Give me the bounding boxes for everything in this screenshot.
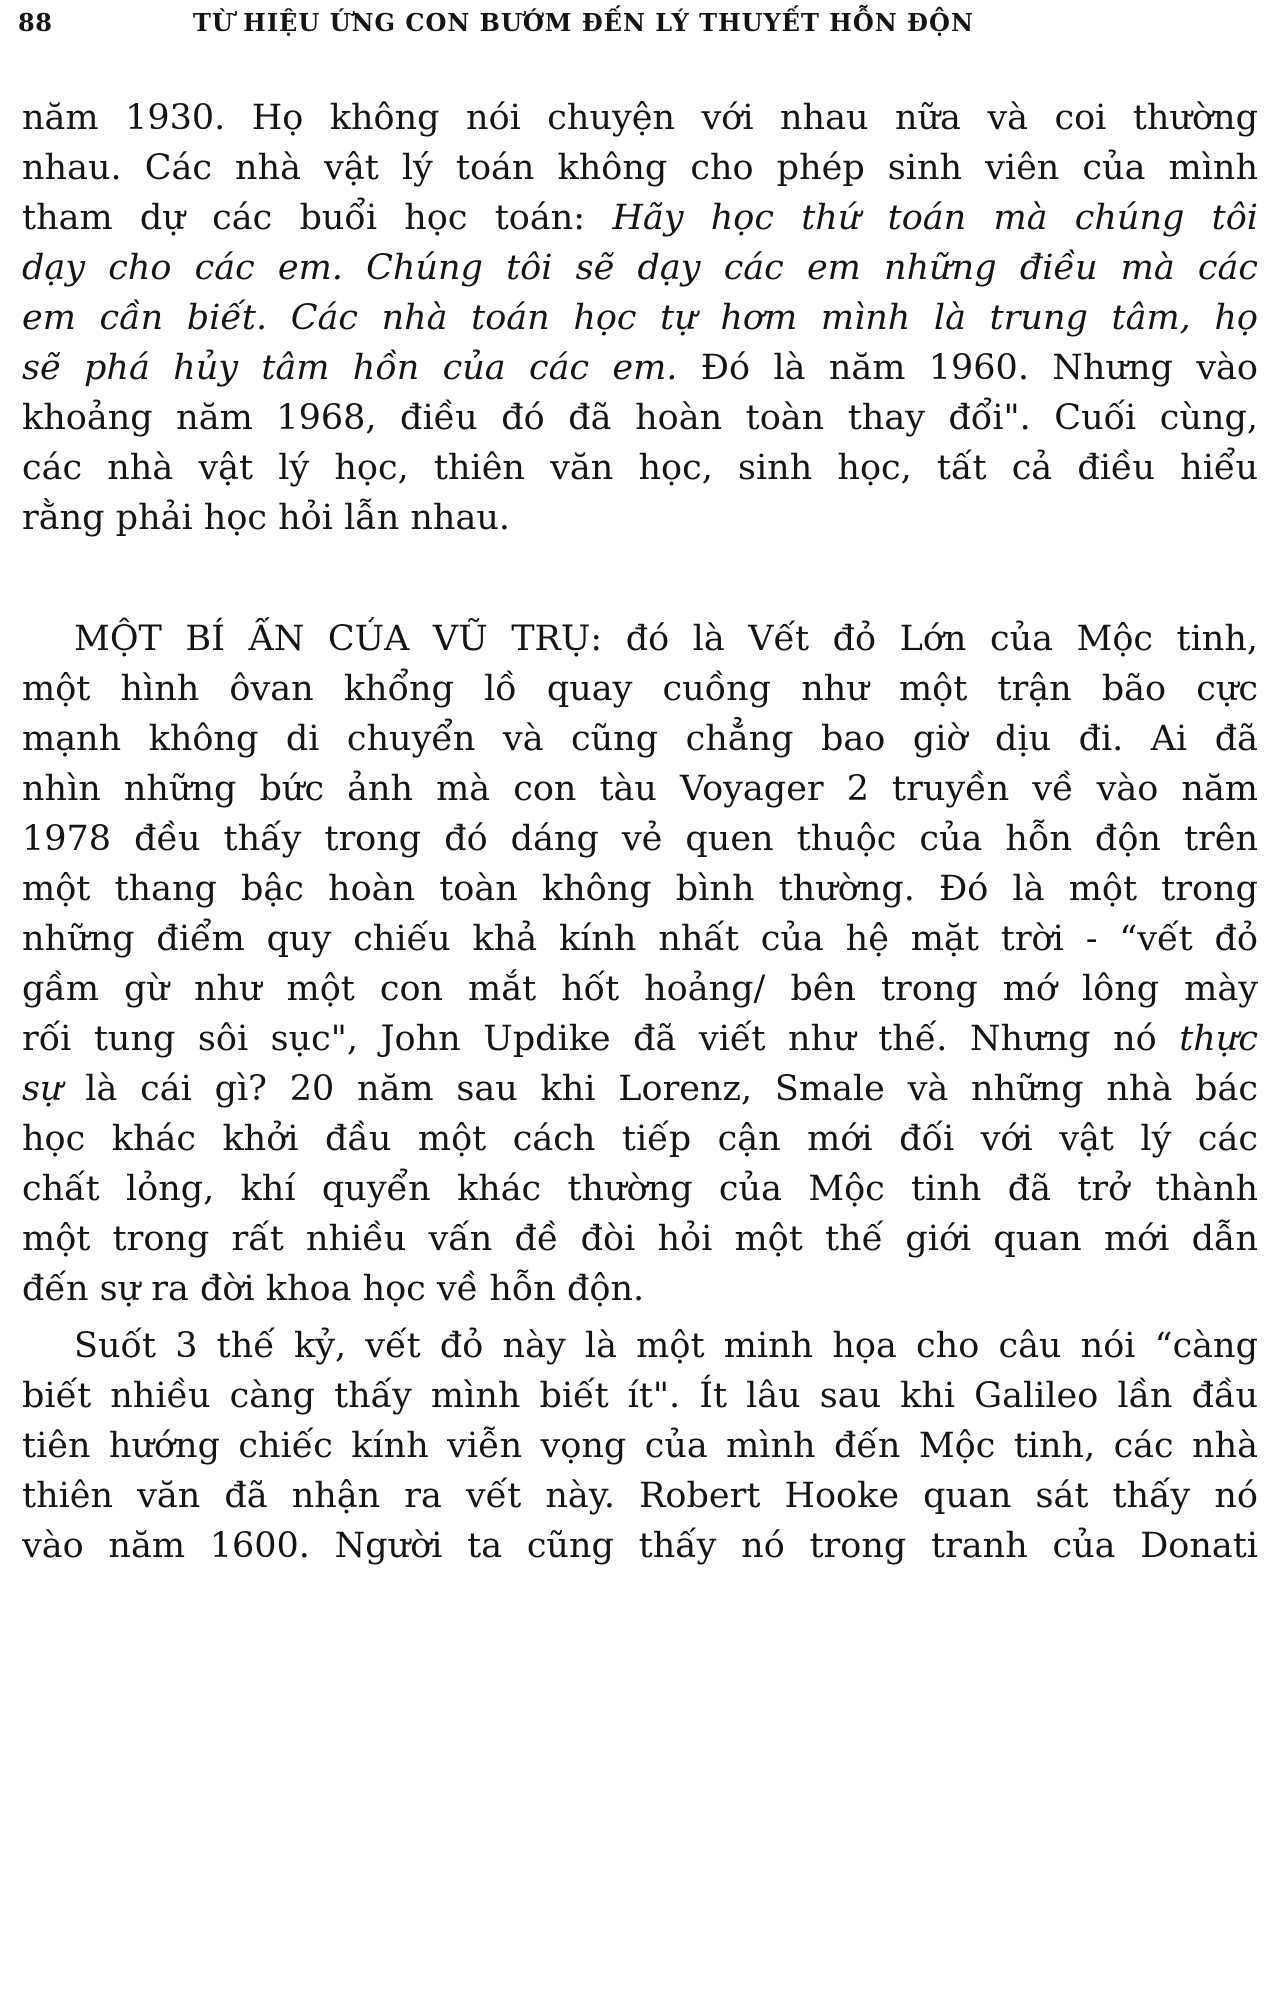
text-span: Đó là năm 1960. Nhưng vào: [700, 348, 1258, 388]
text-line: [22, 1067, 1258, 1111]
text-line: rằng phải học hỏi lẫn nhau.: [22, 498, 511, 538]
text-span: là cái gì? 20 năm sau khi Lorenz, Smale và những nhà bác: [85, 1069, 1258, 1109]
text-line: một thang bậc hoàn toàn không bình thường. Đó là một trong: [22, 869, 1258, 909]
text-line: gầm gừ như một con mắt hốt hoảng/ bên trong mớ lông mày: [22, 969, 1258, 1009]
text-line: tiên hướng chiếc kính viễn vọng của mình đến Mộc tinh, các nhà: [22, 1426, 1258, 1466]
text-line: nhìn những bức ảnh mà con tàu Voyager 2 truyền về vào năm: [22, 769, 1258, 809]
text-line: chất lỏng, khí quyển khác thường của Mộc tinh đã trở thành: [22, 1169, 1258, 1209]
italic-word: sự: [22, 1069, 63, 1109]
text-line: nhau. Các nhà vật lý toán không cho phép sinh viên của mình: [22, 148, 1258, 188]
italic-word: thực: [1179, 1019, 1258, 1059]
text-line: biết nhiều càng thấy mình biết ít". Ít lâu sau khi Galileo lần đầu: [22, 1376, 1258, 1416]
text-line: học khác khởi đầu một cách tiếp cận mới đối với vật lý các: [22, 1119, 1258, 1159]
text-line: 1978 đều thấy trong đó dáng vẻ quen thuộc của hỗn độn trên: [22, 819, 1258, 859]
text-line: các nhà vật lý học, thiên văn học, sinh học, tất cả điều hiểu: [22, 448, 1258, 488]
italic-quote-line: em cần biết. Các nhà toán học tự hơm mình là trung tâm, họ: [22, 298, 1258, 338]
text-line: một trong rất nhiều vấn đề đòi hỏi một thế giới quan mới dẫn: [22, 1219, 1258, 1259]
text-line: đến sự ra đời khoa học về hỗn độn.: [22, 1269, 645, 1309]
italic-quote: sẽ phá hủy tâm hồn của các em.: [22, 348, 678, 388]
italic-quote-line: dạy cho các em. Chúng tôi sẽ dạy các em những điều mà các: [22, 248, 1258, 288]
text-line: [22, 196, 1258, 240]
text-line: khoảng năm 1968, điều đó đã hoàn toàn thay đổi". Cuối cùng,: [22, 398, 1258, 438]
section-opening-line: MỘT BÍ ẨN CỦA VŨ TRỤ: đó là Vết đỏ Lớn của Mộc tinh,: [74, 619, 1258, 659]
text-line: năm 1930. Họ không nói chuyện với nhau nữa và coi thường: [22, 98, 1258, 138]
page-header: [18, 8, 1258, 48]
running-title: TỪ HIỆU ỨNG CON BƯỚM ĐẾN LÝ THUYẾT HỖN ĐỘN: [193, 8, 974, 37]
text-line: Suốt 3 thế kỷ, vết đỏ này là một minh họa cho câu nói “càng: [74, 1326, 1258, 1366]
text-line: thiên văn đã nhận ra vết này. Robert Hooke quan sát thấy nó: [22, 1476, 1258, 1516]
page-number: 88: [18, 8, 53, 37]
text-span: tham dự các buổi học toán:: [22, 198, 586, 238]
text-span: rối tung sôi sục", John Updike đã viết như thế. Nhưng nó: [22, 1019, 1157, 1059]
text-line: một hình ôvan khổng lồ quay cuồng như một trận bão cực: [22, 669, 1258, 709]
italic-quote: Hãy học thứ toán mà chúng tôi: [612, 198, 1258, 238]
text-line: [22, 1017, 1258, 1061]
text-line: mạnh không di chuyển và cũng chẳng bao giờ dịu đi. Ai đã: [22, 719, 1258, 759]
text-line: những điểm quy chiếu khả kính nhất của hệ mặt trời - “vết đỏ: [22, 919, 1258, 959]
text-line: [22, 346, 1258, 390]
text-line: vào năm 1600. Người ta cũng thấy nó trong tranh của Donati: [22, 1526, 1258, 1566]
